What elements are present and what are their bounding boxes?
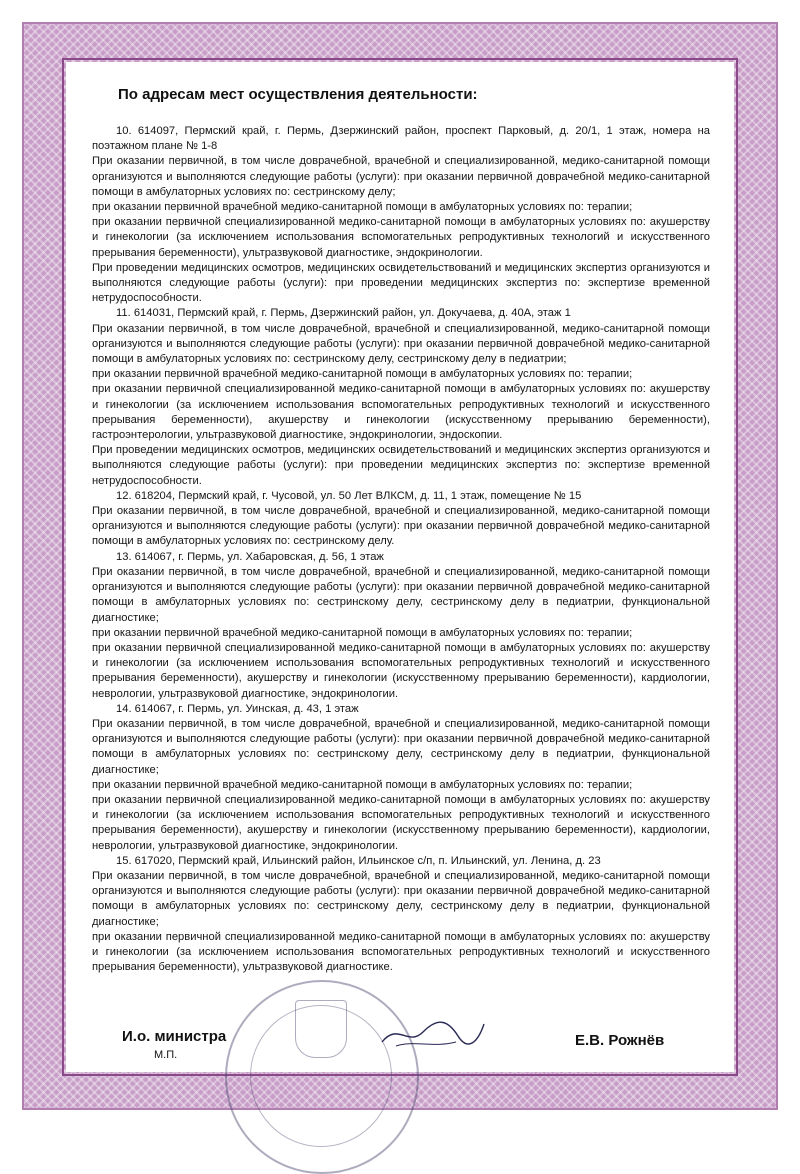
paragraph: при оказании первичной специализированной медико-санитарной помощи в амбулаторных условиях по: акушерству и гинекологии (за исключением использования вспомогательных репродуктивных технологий и искусственного прерывания беременности), ультразвуковой диагностике, эндокринологии.: [92, 216, 710, 259]
paragraph: При оказании первичной, в том числе доврачебной, врачебной и специализированной, медико-санитарной помощи организуются и выполняются следующие работы (услуги): при оказании первичной доврачебной медико-санитарной помощи в амбулаторных условиях по: сестринскому делу.: [92, 505, 710, 548]
paragraph: При оказании первичной, в том числе доврачебной, врачебной и специализированной, медико-санитарной помощи организуются и выполняются следующие работы (услуги): при оказании первичной доврачебной медико-санитарной помощи в амбулаторных условиях по: сестринскому делу, сестринскому делу в педиатрии, функциональной диагностике;: [92, 717, 710, 776]
paragraph: при оказании первичной специализированной медико-санитарной помощи в амбулаторных условиях по: акушерству и гинекологии (за исключением использования вспомогательных репродуктивных технологий и искусственного прерывания беременности), акушерству и гинекологии (искусственному прерыванию беременности), гастроэнтерологии, ультразвуковой диагностике, эндокринологии, эндоскопии.: [92, 383, 710, 442]
paragraph: при оказании первичной врачебной медико-санитарной помощи в амбулаторных условиях по: терапии;: [92, 201, 633, 214]
paragraph: при оказании первичной специализированной медико-санитарной помощи в амбулаторных условиях по: акушерству и гинекологии (за исключением использования вспомогательных репродуктивных технологий и искусственного прерывания беременности), акушерству и гинекологии (искусственному прерыванию беременности), кардиологии, неврологии, ультразвуковой диагностике, эндокринологии.: [92, 793, 710, 852]
paragraph: При оказании первичной, в том числе доврачебной, врачебной и специализированной, медико-санитарной помощи организуются и выполняются следующие работы (услуги): при оказании первичной доврачебной медико-санитарной помощи в амбулаторных условиях по: сестринскому делу, сестринскому делу в педиатрии, функциональной диагностике;: [92, 565, 710, 624]
paragraph: при оказании первичной специализированной медико-санитарной помощи в амбулаторных условиях по: акушерству и гинекологии (за исключением использования вспомогательных репродуктивных технологий и искусственного прерывания беременности), ультразвуковой диагностике.: [92, 930, 710, 974]
paragraph: при оказании первичной врачебной медико-санитарной помощи в амбулаторных условиях по: терапии;: [92, 368, 633, 381]
paragraph: 10. 614097, Пермский край, г. Пермь, Дзержинский район, проспект Парковый, д. 20/1, 1 этаж, номера на поэтажном плане № 1-8: [92, 125, 710, 153]
coat-of-arms-icon: [295, 1000, 347, 1058]
paragraph: При оказании первичной, в том числе доврачебной, врачебной и специализированной, медико-санитарной помощи организуются и выполняются следующие работы (услуги): при оказании первичной доврачебной медико-санитарной помощи в амбулаторных условиях по: сестринскому делу, сестринскому делу в педиатрии, функциональной диагностике;: [92, 869, 710, 928]
paragraph: 14. 614067, г. Пермь, ул. Уинская, д. 43, 1 этаж: [116, 702, 359, 715]
paragraph: 12. 618204, Пермский край, г. Чусовой, ул. 50 Лет ВЛКСМ, д. 11, 1 этаж, помещение № 15: [116, 489, 582, 502]
stamp-label: М.П.: [154, 1049, 178, 1061]
paragraph: при оказании первичной специализированной медико-санитарной помощи в амбулаторных условиях по: акушерству и гинекологии (за исключением использования вспомогательных репродуктивных технологий и искусственного прерывания беременности), акушерству и гинекологии (искусственному прерыванию беременности), кардиологии, неврологии, ультразвуковой диагностике, эндокринологии.: [92, 641, 710, 700]
paragraph: 11. 614031, Пермский край, г. Пермь, Дзержинский район, ул. Докучаева, д. 40А, этаж 1: [116, 307, 571, 320]
handwritten-signature: [378, 1012, 488, 1052]
paragraph: При проведении медицинских осмотров, медицинских освидетельствований и медицинских экспертиз организуются и выполняются следующие работы (услуги): при проведении медицинских экспертиз по: экспертизе временной нетрудоспособности.: [92, 261, 710, 305]
paragraph: при оказании первичной врачебной медико-санитарной помощи в амбулаторных условиях по: терапии;: [92, 626, 633, 639]
paragraph: При проведении медицинских осмотров, медицинских освидетельствований и медицинских экспертиз организуются и выполняются следующие работы (услуги): при проведении медицинских экспертиз по: экспертизе временной нетрудоспособности.: [92, 444, 710, 487]
signatory-title: И.о. министра: [122, 1028, 227, 1045]
section-heading: По адресам мест осуществления деятельности:: [118, 86, 478, 103]
addresses-list: [92, 124, 710, 975]
signatory-name: Е.В. Рожнёв: [575, 1032, 665, 1049]
paragraph: 15. 617020, Пермский край, Ильинский район, Ильинское с/п, п. Ильинский, ул. Ленина, д. 23: [116, 854, 601, 867]
paragraph: 13. 614067, г. Пермь, ул. Хабаровская, д. 56, 1 этаж: [116, 550, 384, 563]
paragraph: при оказании первичной врачебной медико-санитарной помощи в амбулаторных условиях по: терапии;: [92, 778, 633, 791]
paragraph: При оказании первичной, в том числе доврачебной, врачебной и специализированной, медико-санитарной помощи организуются и выполняются следующие работы (услуги): при оказании первичной доврачебной медико-санитарной помощи в амбулаторных условиях по: сестринскому делу, сестринскому делу в педиатрии;: [92, 322, 710, 366]
paragraph: При оказании первичной, в том числе доврачебной, врачебной и специализированной, медико-санитарной помощи организуются и выполняются следующие работы (услуги): при оказании первичной доврачебной медико-санитарной помощи в амбулаторных условиях по: сестринскому делу;: [92, 155, 710, 198]
